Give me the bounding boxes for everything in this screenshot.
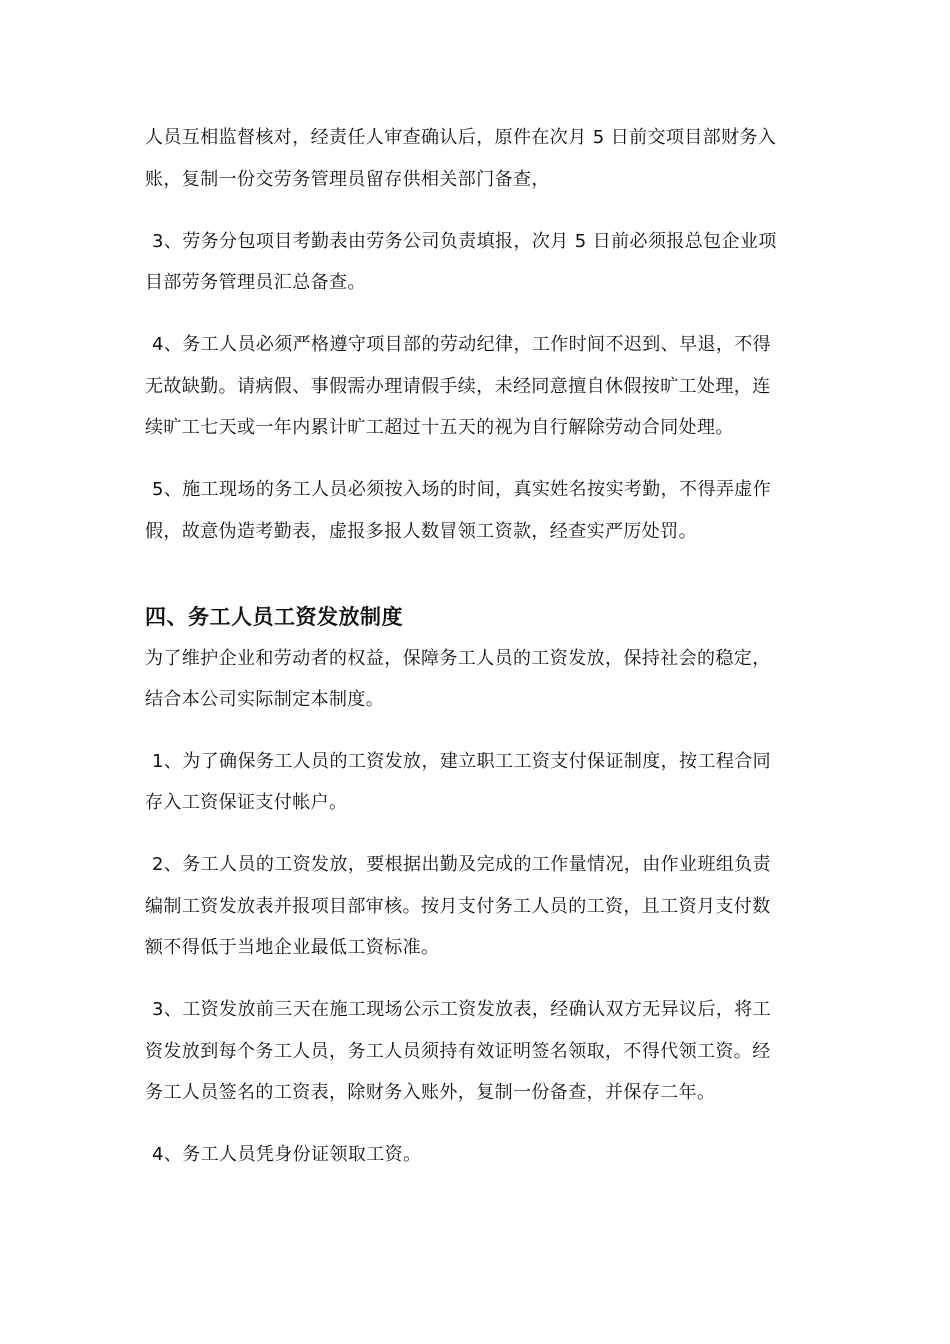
- list-item-line: 务工人员签名的工资表，除财务入账外，复制一份备查，并保存二年。: [145, 1082, 716, 1103]
- list-item-line: 额不得低于当地企业最低工资标准。: [145, 937, 440, 958]
- list-item-line: 编制工资发放表并报项目部审核。按月支付务工人员的工资，且工资月支付数: [145, 896, 771, 917]
- list-item-line: 目部劳务管理员汇总备查。: [145, 272, 366, 293]
- list-item-line: 资发放到每个务工人员，务工人员须持有效证明签名领取，不得代领工资。经: [145, 1041, 771, 1062]
- paragraph-line: 结合本公司实际制定本制度。: [145, 689, 385, 710]
- list-item-line: 5、施工现场的务工人员必须按入场的时间，真实姓名按实考勤，不得弄虚作: [152, 479, 772, 500]
- list-item-line: 存入工资保证支付帐户。: [145, 792, 348, 813]
- list-item-line: 4、务工人员必须严格遵守项目部的劳动纪律，工作时间不迟到、早退，不得: [152, 334, 772, 355]
- paragraph-line: 人员互相监督核对，经责任人审查确认后，原件在次月 5 日前交项目部财务入: [145, 127, 777, 148]
- list-item-line: 续旷工七天或一年内累计旷工超过十五天的视为自行解除劳动合同处理。: [145, 417, 734, 438]
- list-item-line: 假，故意伪造考勤表，虚报多报人数冒领工资款，经查实严厉处罚。: [145, 521, 697, 542]
- paragraph-line: 账，复制一份交劳务管理员留存供相关部门备查，: [145, 169, 550, 190]
- list-item-line: 3、工资发放前三天在施工现场公示工资发放表，经确认双方无异议后，将工: [152, 999, 772, 1020]
- list-item-line: 4、务工人员凭身份证领取工资。: [152, 1144, 422, 1165]
- list-item-line: 2、务工人员的工资发放，要根据出勤及完成的工作量情况，由作业班组负责: [152, 854, 772, 875]
- list-item-line: 无故缺勤。请病假、事假需办理请假手续，未经同意擅自休假按旷工处理，连: [145, 376, 771, 397]
- paragraph-line: 为了维护企业和劳动者的权益，保障务工人员的工资发放，保持社会的稳定，: [145, 648, 771, 669]
- list-item-line: 1、为了确保务工人员的工资发放，建立职工工资支付保证制度，按工程合同: [152, 751, 772, 772]
- section-heading: 四、务工人员工资发放制度: [145, 605, 403, 629]
- list-item-line: 3、劳务分包项目考勤表由劳务公司负责填报，次月 5 日前必须报总包企业项: [152, 231, 777, 252]
